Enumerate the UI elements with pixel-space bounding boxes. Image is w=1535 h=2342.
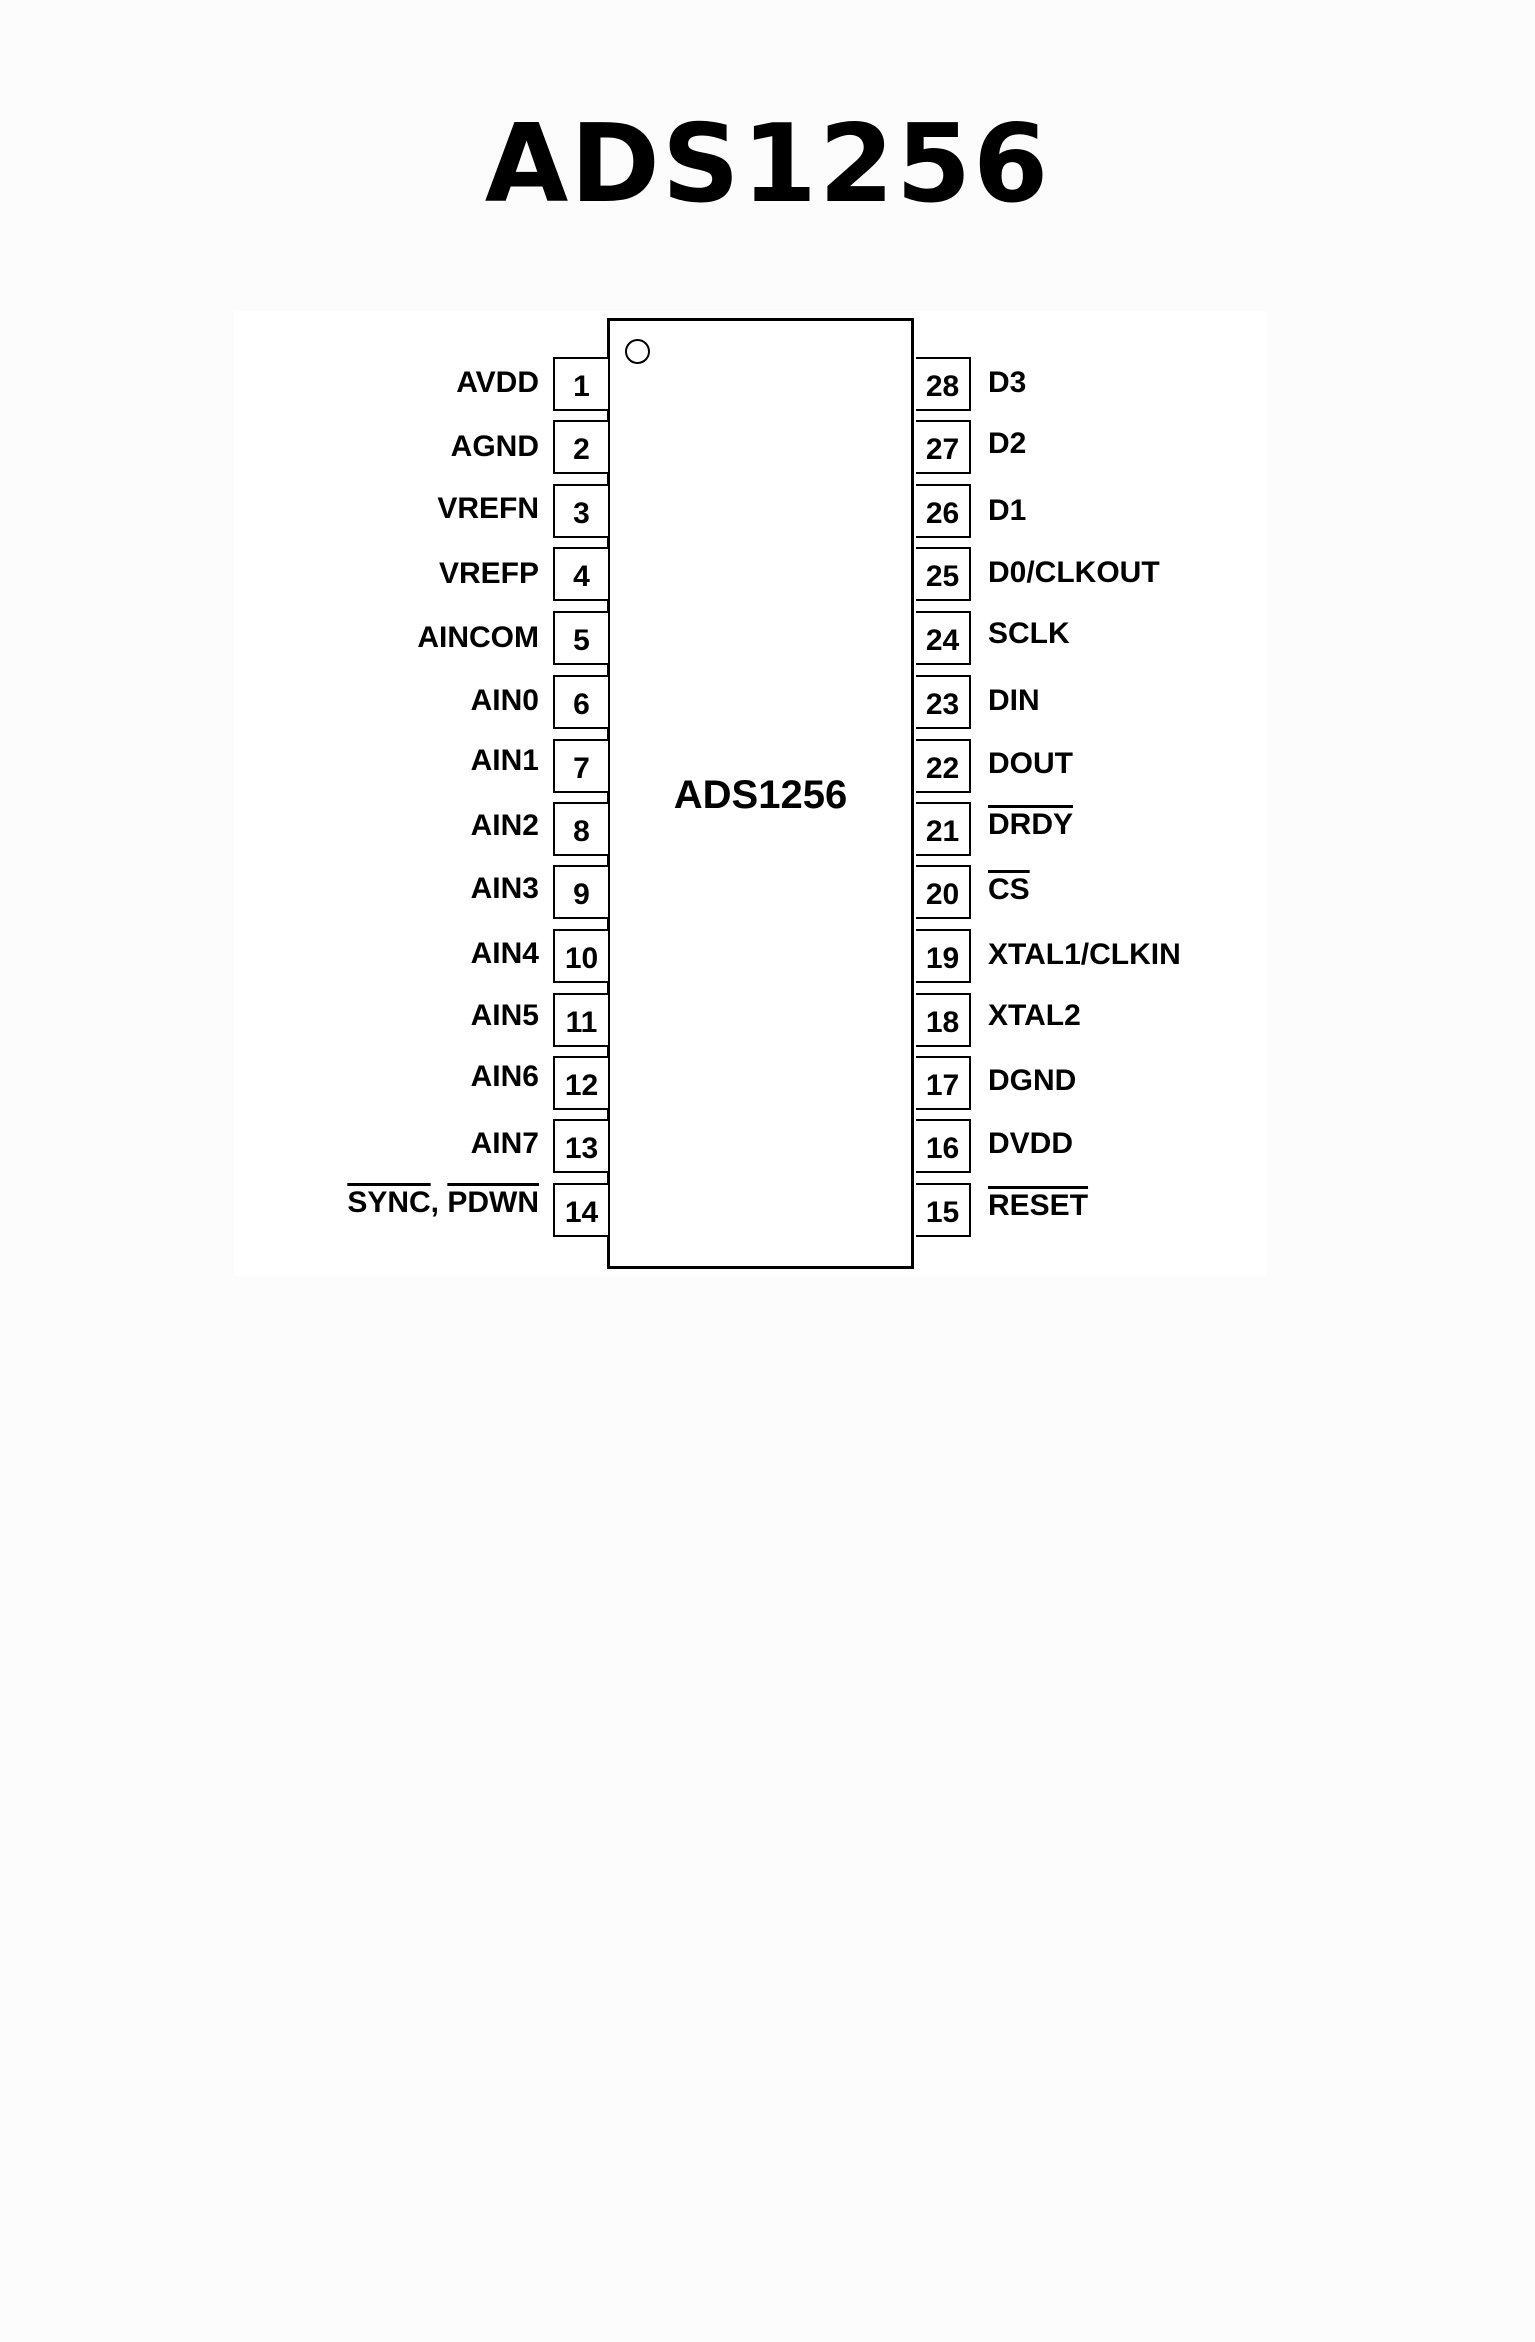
pin-number-11: 11 bbox=[553, 993, 608, 1047]
pin-label-21: DRDY bbox=[988, 808, 1074, 841]
pin-label-1: AVDD bbox=[456, 366, 539, 399]
pin-label-9: AIN3 bbox=[470, 872, 539, 905]
pin-label-6: AIN0 bbox=[470, 684, 539, 717]
pin-number-15: 15 bbox=[916, 1183, 971, 1237]
pin-label-24: SCLK bbox=[988, 617, 1070, 650]
pin-number-21: 21 bbox=[916, 802, 971, 856]
pin-number-9: 9 bbox=[553, 865, 608, 919]
pin-label-16: DVDD bbox=[988, 1127, 1074, 1160]
pin-label-7: AIN1 bbox=[470, 744, 539, 777]
pin-number-8: 8 bbox=[553, 802, 608, 856]
pin-label-28: D3 bbox=[988, 366, 1027, 399]
pin-label-2: AGND bbox=[450, 430, 539, 463]
pin-label-4: VREFP bbox=[438, 557, 539, 590]
pin-label-15: RESET bbox=[988, 1189, 1089, 1222]
pin-number-1: 1 bbox=[553, 357, 608, 411]
pin-number-2: 2 bbox=[553, 420, 608, 474]
pin-number-24: 24 bbox=[916, 611, 971, 665]
pin-number-22: 22 bbox=[916, 739, 971, 793]
pin-label-11: AIN5 bbox=[470, 999, 539, 1032]
pin-label-22: DOUT bbox=[988, 747, 1073, 780]
pin-label-26: D1 bbox=[988, 494, 1027, 527]
pin-number-6: 6 bbox=[553, 675, 608, 729]
pin1-indicator-icon bbox=[625, 339, 650, 364]
pin-label-27: D2 bbox=[988, 427, 1027, 460]
pin-label-18: XTAL2 bbox=[988, 999, 1081, 1032]
pin-number-16: 16 bbox=[916, 1119, 971, 1173]
pin-label-8: AIN2 bbox=[470, 809, 539, 842]
pin-number-27: 27 bbox=[916, 420, 971, 474]
pin-label-14-pdwn: PDWN bbox=[447, 1186, 539, 1219]
pin-label-20: $\overline{CS}$ bbox=[988, 873, 1030, 906]
pin-number-4: 4 bbox=[553, 547, 608, 601]
pin-number-18: 18 bbox=[916, 993, 971, 1047]
page-title: ADS1256 bbox=[484, 102, 1051, 227]
pin-label-19: XTAL1/CLKIN bbox=[988, 938, 1181, 971]
pin-label-17: DGND bbox=[988, 1064, 1077, 1097]
pin-label-23: DIN bbox=[988, 684, 1040, 717]
pin-label-3: VREFN bbox=[437, 492, 539, 525]
pin-label-14 bbox=[347, 1185, 539, 1221]
pin-number-19: 19 bbox=[916, 929, 971, 983]
pin-number-5: 5 bbox=[553, 611, 608, 665]
pin-number-14: 14 bbox=[553, 1183, 608, 1237]
pin-label-5: AINCOM bbox=[417, 621, 539, 654]
pin-label-10: AIN4 bbox=[470, 937, 539, 970]
pin-number-26: 26 bbox=[916, 484, 971, 538]
pin-number-28: 28 bbox=[916, 357, 971, 411]
pin-label-12: AIN6 bbox=[470, 1060, 539, 1093]
pin-number-23: 23 bbox=[916, 675, 971, 729]
pin-number-25: 25 bbox=[916, 547, 971, 601]
pin-number-7: 7 bbox=[553, 739, 608, 793]
pin-number-20: 20 bbox=[916, 865, 971, 919]
pin-label-25: D0/CLKOUT bbox=[988, 556, 1160, 589]
pin-number-13: 13 bbox=[553, 1119, 608, 1173]
pin-label-13: AIN7 bbox=[470, 1127, 539, 1160]
chip-label: ADS1256 bbox=[673, 773, 848, 817]
pin-label-14-sync: SYNC bbox=[347, 1186, 431, 1219]
pin-number-10: 10 bbox=[553, 929, 608, 983]
pin-number-17: 17 bbox=[916, 1056, 971, 1110]
pin-label-14-separator: , bbox=[430, 1186, 448, 1219]
pin-number-12: 12 bbox=[553, 1056, 608, 1110]
pin-number-3: 3 bbox=[553, 484, 608, 538]
